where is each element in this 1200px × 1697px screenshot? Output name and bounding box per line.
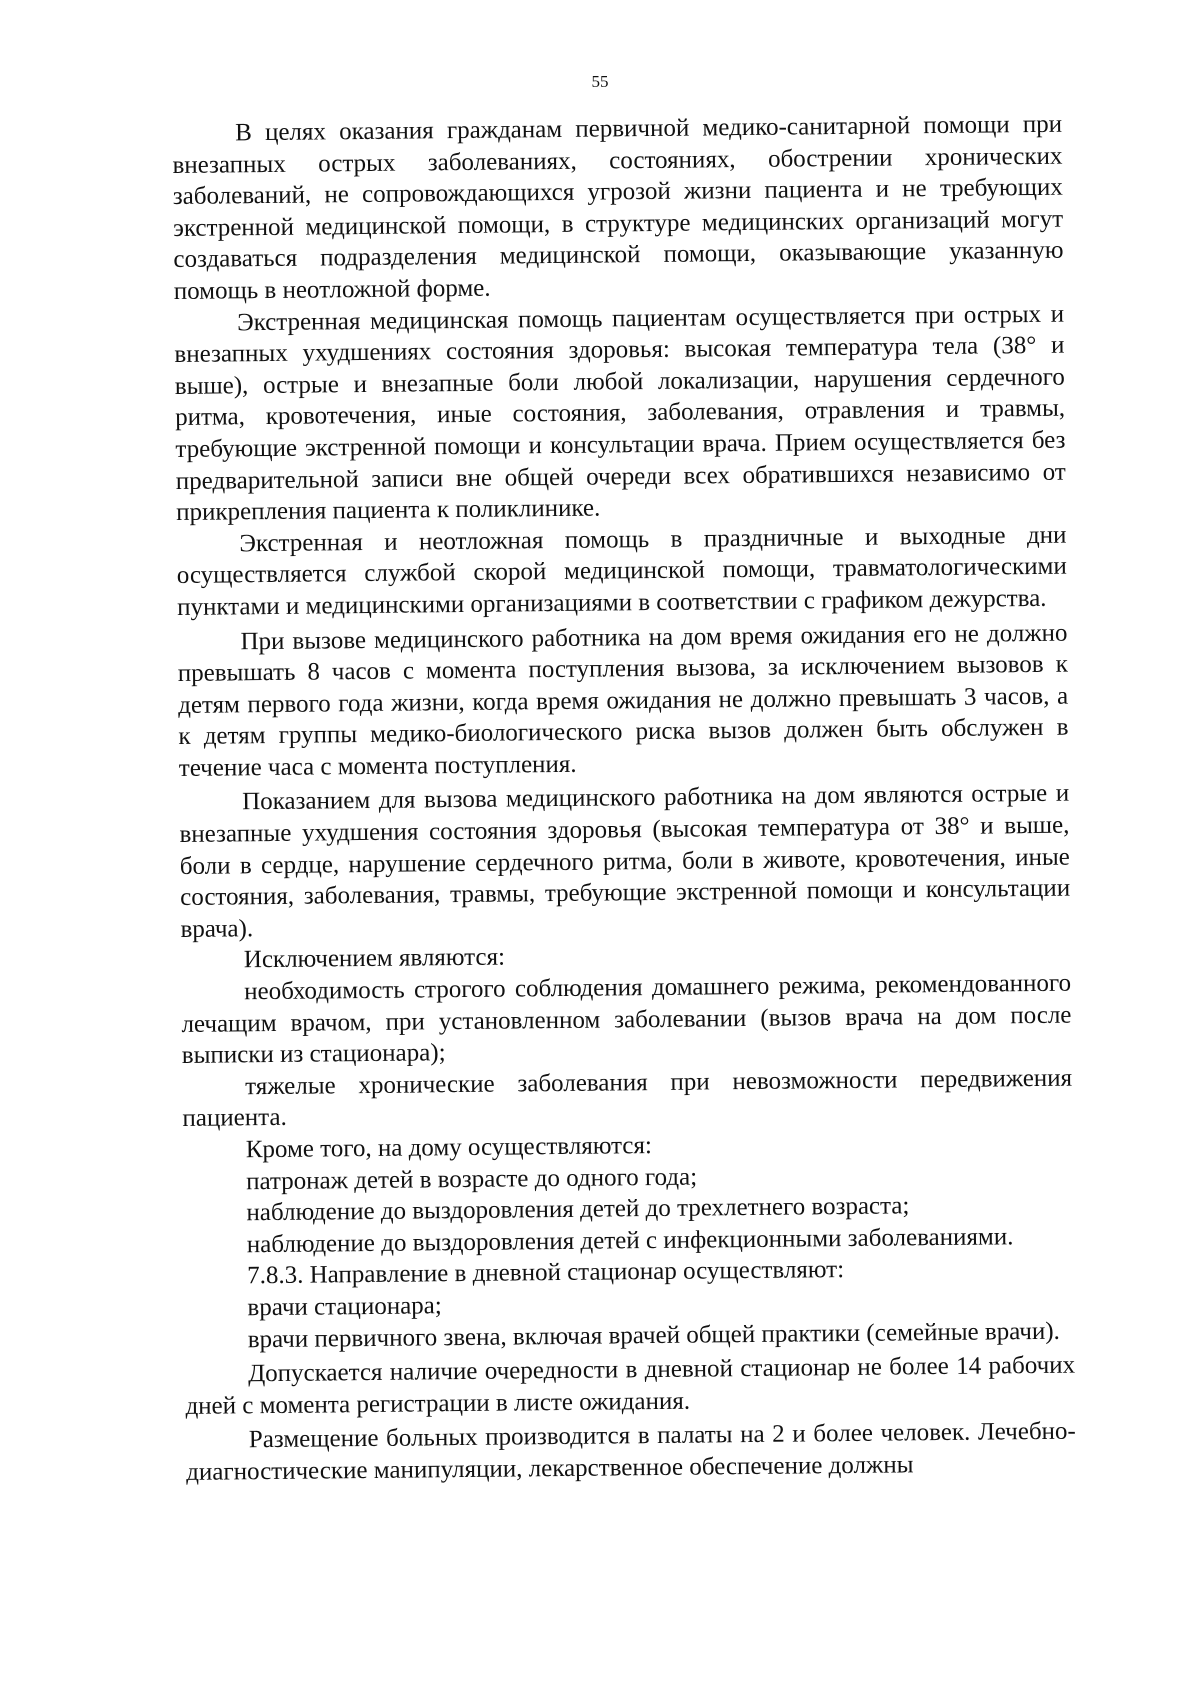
list-item-toddler-observation: наблюдение до выздоровления детей до трехлетнего возраста; — [246, 1192, 910, 1227]
paragraph-home-call-wait: При вызове медицинского работника на дом время ожидания его не должно превышать 8 часов с момента поступления вызова, за исключением вызовов к детям первого года жизни, когда время ожидания не должно превышать 3 часов, а к детям группы медико-биологического риска вызов должен быть обслужен в течение часа с момента поступления. — [177, 619, 1069, 782]
list-item-infant-patronage: патронаж детей в возрасте до одного года; — [245, 1163, 698, 1195]
list-item-chronic-disease: тяжелые хронические заболевания при невозможности передвижения пациента. — [182, 1064, 1073, 1133]
paragraph-ward-placement: Размещение больных производится в палаты на 2 и более человек. Лечебно-диагностические манипуляции, лекарственное обеспечение должны — [186, 1417, 1076, 1486]
paragraph-exceptions-heading: Исключением являются: — [243, 943, 506, 974]
list-item-hospital-doctors: врачи стационара; — [247, 1292, 442, 1322]
document-body — [172, 109, 1076, 1489]
list-item-home-regime: необходимость строгого соблюдения домашнего режима, рекомендованного лечащим врачом, при установленном заболевании (вызов врача на дом после выписки из стационара); — [181, 969, 1072, 1070]
paragraph-day-hospital-queue: Допускается наличие очередности в дневной стационар не более 14 рабочих дней с момента регистрации в листе ожидания. — [185, 1351, 1076, 1420]
paragraph-home-services-heading: Кроме того, на дому осуществляются: — [245, 1132, 653, 1164]
list-item-infectious-observation: наблюдение до выздоровления детей с инфекционными заболеваниями. — [246, 1223, 1014, 1259]
section-heading-7-8-3: 7.8.3. Направление в дневной стационар осуществляют: — [246, 1256, 845, 1290]
paragraph-holiday-care: Экстренная и неотложная помощь в праздничные и выходные дни осуществляется службой скорой медицинской помощи, травматологическими пунктами и медицинскими организациями в соответствии с графиком дежурства. — [176, 521, 1067, 621]
paragraph-home-call-indications: Показанием для вызова медицинского работника на дом являются острые и внезапные ухудшения состояния здоровья (высокая температура от 38° и выше, боли в сердце, нарушение сердечного ритма, боли в животе, кровотечения, иные состояния, заболевания, травмы, требующие экстренной помощи и консультации врача). — [179, 780, 1071, 943]
paragraph-emergency-care: Экстренная медицинская помощь пациентам осуществляется при острых и внезапных ухудшениях состояния здоровья: высокая температура тела (38° и выше), острые и внезапные боли любой локализации, нарушения сердечного ритма, кровотечения, иные состояния, заболевания, отравления и травмы, требующие экстренной помощи и консультации врача. Прием осуществляется без предварительной записи вне общей очереди всех обратившихся независимо от прикрепления пациента к поликлинике. — [174, 300, 1066, 527]
list-item-primary-doctors: врачи первичного звена, включая врачей общей практики (семейные врачи). — [247, 1317, 1060, 1353]
page-number: 55 — [591, 72, 609, 91]
paragraph-urgent-care-units: В целях оказания гражданам первичной медико-санитарной помощи при внезапных острых заболеваниях, состояниях, обострении хронических заболеваний, не сопровождающихся угрозой жизни пациента и не требующих экстренной медицинской помощи, в структуре медицинских организаций могут создаваться подразделения медицинской помощи, оказывающие указанную помощь в неотложной форме. — [172, 110, 1064, 305]
